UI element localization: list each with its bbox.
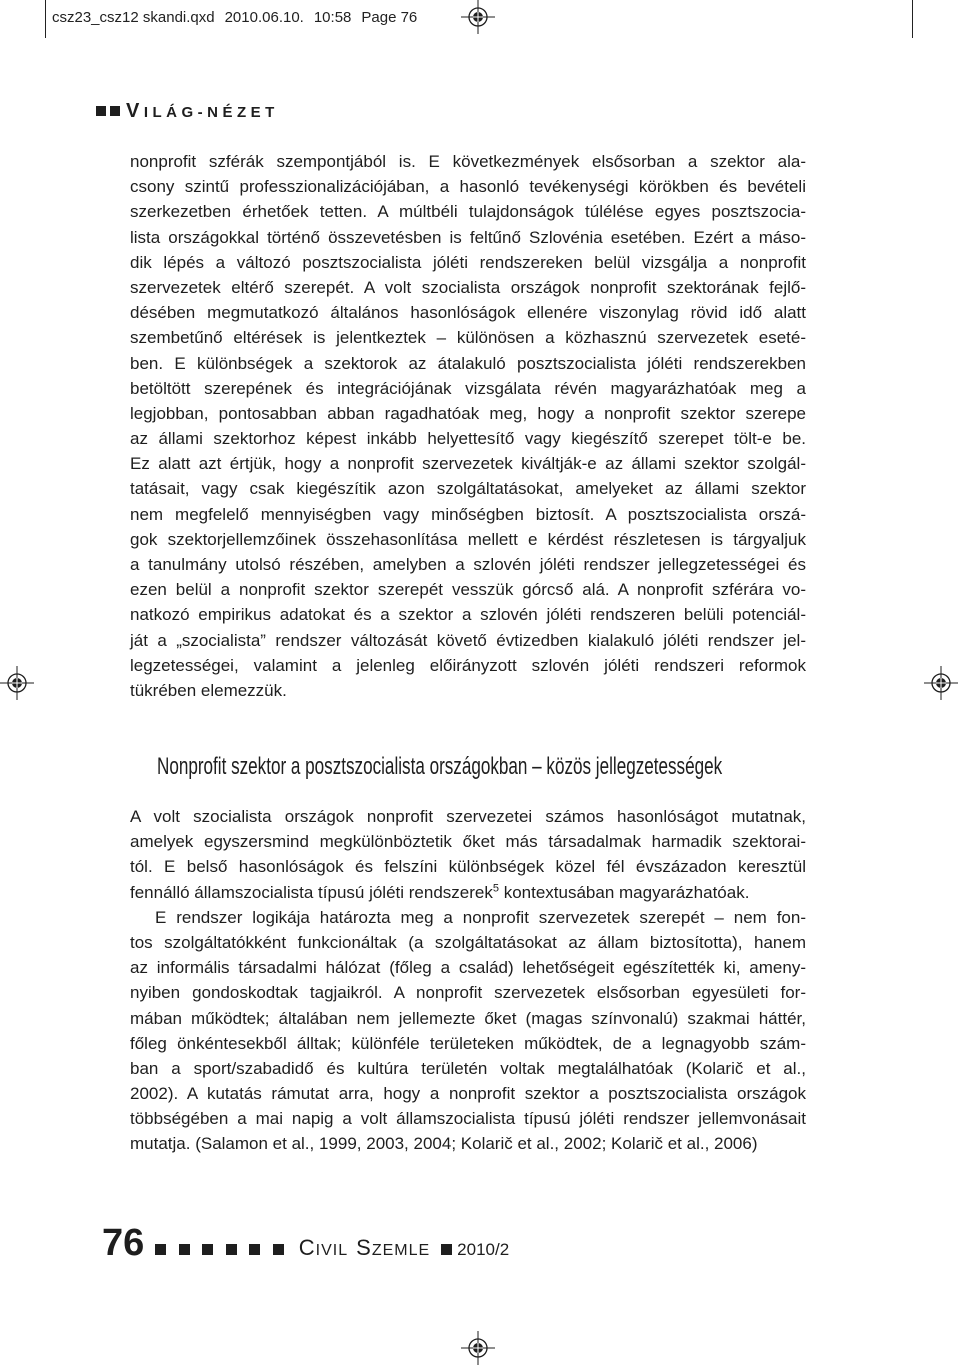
crop-mark-top-right (912, 0, 913, 38)
slug-file: csz23_csz12 skandi.qxd (52, 9, 215, 26)
slug-time: 10:58 (313, 9, 352, 26)
body-line: csony szintű professzionalizációjában, a hasonló tevékenységi körökben és bevételi (130, 177, 806, 197)
section-heading: Nonprofit szektor a posztszocialista országokban – közös jellegzetességek (157, 753, 723, 780)
body-line: mutatja. (Salamon et al., 1999, 2003, 2004; Kolarič et al., 2002; Kolarič et al., 2006) (130, 1134, 758, 1154)
page-number: 76 (102, 1222, 145, 1264)
body-line: A volt szocialista országok nonprofit szervezetei számos hasonlóságot mutatnak, (130, 807, 806, 826)
journal-title-word: SZEMLE (356, 1235, 431, 1260)
registration-mark-bottom-icon (461, 1331, 495, 1365)
body-line: legzetességei, valamint a jelenleg előirányzott szlovén jóléti rendszeri reformok (130, 655, 806, 675)
registration-mark-left-icon (0, 666, 34, 700)
body-line: többségében a mai napig a volt államszocialista típusú jóléti rendszer jellemvonásait (130, 1109, 806, 1129)
body-line: dik lépés a változó posztszocialista jóléti rendszereken belül vizsgálja a nonprofit (130, 252, 806, 272)
body-line: gok szektorjellemzőinek összehasonlítása mellett e kérdést részletesen is tárgyaljuk (130, 529, 806, 549)
body-line: ban a sport/szabadidő és kultúra területén voltak megtalálhatóak (Kolarič et al., (130, 1058, 806, 1078)
body-line: lista országokkal történő összevetésben is feltűnő Szlovénia esetében. Ezért a máso- (130, 227, 806, 247)
body-line: az informális társadalmi hálózat (főleg a család) lehetőségeit egészítették ki, ameny- (130, 958, 806, 978)
crop-mark-top-left (45, 0, 46, 38)
section-title: VILÁG-NÉZET (126, 99, 279, 122)
body-line: natkozó empirikus adatokat és a szektor a szlovén jóléti rendszeren belüli potenciál- (130, 605, 806, 625)
body-line: betöltött szerepének és integrációjának vizsgálata révén magyarázhatóak meg a (130, 378, 806, 398)
body-line: tatásait, vagy csak kiegészítik azon szolgáltatásokat, amelyeket az állami szektor (130, 479, 806, 499)
body-line: 2002). A kutatás rámutat arra, hogy a nonprofit szektor a posztszocialista országok (130, 1084, 806, 1104)
body-line: mában működtek; általában nem jellemezte őket (magas színvonalú) szakmai háttér, (130, 1008, 806, 1028)
body-line: amelyek egyszersmind megkülönböztetik őket más társadalmak harmadik szektorai- (130, 832, 806, 852)
journal-title-word: CIVIL (298, 1235, 349, 1260)
body-line: tükrében elemezzük. (130, 680, 287, 700)
body-line: a tanulmány utolsó részében, amelyben a szlovén jóléti rendszer jellegzetességei és (130, 555, 806, 574)
slug-page: Page 76 (361, 9, 418, 26)
body-line: ezen belül a nonprofit szektor szerepét vesszük górcső alá. A nonprofit szférára vo- (130, 580, 806, 600)
footnote-reference: 5 (492, 881, 499, 894)
body-line: Ez alatt azt értjük, hogy a nonprofit szervezetek kiváltják-e az állami szektor szolgál- (130, 454, 806, 474)
body-line: nem megfelelő mennyiségben vagy minőségben biztosít. A posztszocialista orszá- (130, 504, 806, 524)
body-line-text: kontextusában magyarázhatóak. (498, 882, 750, 902)
print-slug (52, 8, 417, 28)
square-bullet-icon (202, 1244, 213, 1255)
body-line (130, 880, 806, 905)
body-line: szembetűnő eltérések is jelentkeztek – különösen a közhasznú szervezetek eseté- (130, 328, 806, 348)
square-bullet-icon (110, 106, 120, 116)
square-bullet-icon (96, 106, 106, 116)
body-line: ben. E különbségek a szektorok az átalakuló posztszocialista jóléti rendszerekben (130, 353, 806, 373)
body-line: legjobban, pontosabban abban ragadhatóak meg, hogy a nonprofit szektor szerepe (130, 403, 806, 423)
square-bullet-icon (155, 1244, 166, 1255)
body-line: E rendszer logikája határozta meg a nonprofit szervezetek szerepét – nem fon- (155, 907, 806, 927)
body-line: ját a „szocialista” rendszer változását követő évtizedben kialakuló jóléti rendszer jel- (130, 630, 806, 650)
square-bullet-icon (226, 1244, 237, 1255)
body-line: főleg önkéntesekből álltak; különféle területeken működtek, de a legnagyobb szám- (130, 1033, 806, 1053)
body-line: désében megmutatkozó általános hasonlóságok ellenére viszonylag rövid idő alatt (130, 303, 806, 323)
square-bullet-icon (179, 1244, 190, 1255)
running-header (96, 99, 279, 123)
square-bullet-icon (441, 1244, 452, 1255)
page-footer (102, 1223, 509, 1263)
paragraph-intro (130, 149, 806, 703)
body-line-text: fennálló államszocialista típusú jóléti rendszerek (130, 882, 493, 902)
body-line: szervezetek eltérő szerepét. A volt szocialista országok nonprofit szektorának fejlő- (130, 277, 806, 297)
square-bullet-icon (273, 1244, 284, 1255)
body-line: tól. E belső hasonlóságok és felszíni különbségek közel fél évszázadon keresztül (130, 857, 806, 877)
body-line: az állami szektorhoz képest inkább helyettesítő vagy kiegészítő szerepet tölt-e be. (130, 429, 806, 449)
issue-number: 2010/2 (457, 1240, 510, 1259)
body-line: tos szolgáltatókként funkcionáltak (a szolgáltatásokat az állam biztosította), hanem (130, 932, 806, 952)
body-line: nonprofit szférák szempontjából is. E következmények elsősorban a szektor ala- (130, 152, 806, 171)
square-bullet-icon (249, 1244, 260, 1255)
body-line: szerkezetben érhetőek tetten. A múltbéli tulajdonságok túlélése egyes posztszocia- (130, 202, 806, 222)
slug-date: 2010.06.10. (224, 9, 304, 26)
registration-mark-top-icon (461, 0, 495, 34)
paragraph-section-body (130, 804, 806, 1157)
body-line: nyiben gondoskodtak tagjaikról. A nonprofit szervezetek elsősorban egyesületi for- (130, 983, 806, 1003)
registration-mark-right-icon (924, 666, 958, 700)
